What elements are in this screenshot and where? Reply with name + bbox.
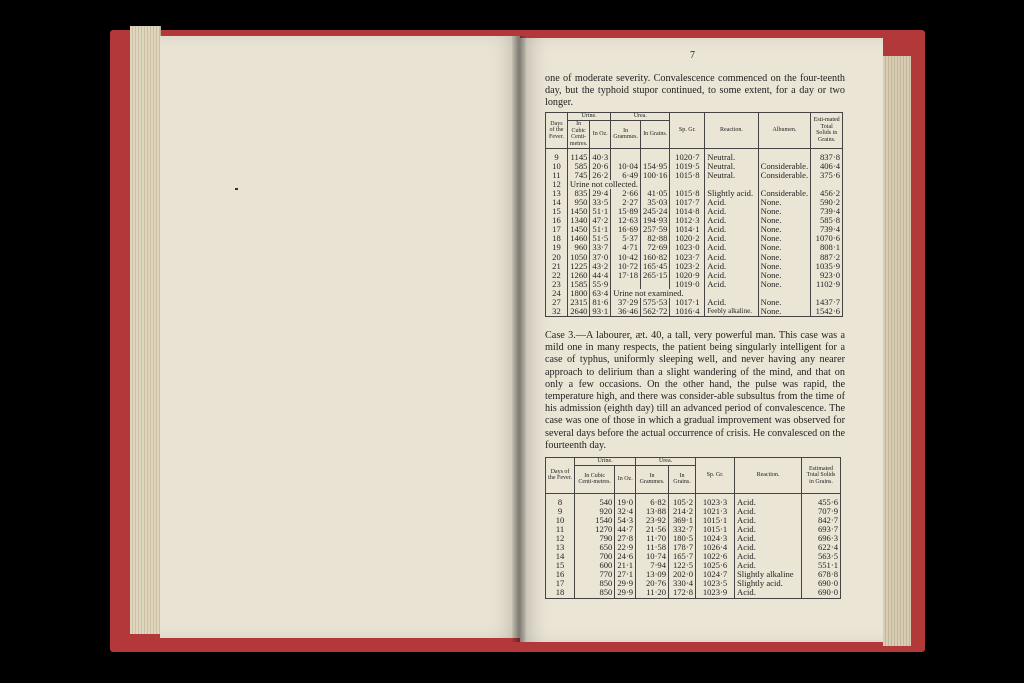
cell-spgr: 1024·7 — [696, 570, 735, 579]
cell-oz: 24·6 — [615, 552, 636, 561]
cell-day: 17 — [546, 579, 575, 588]
table-row — [546, 307, 843, 317]
cell-solids: 1437·7 — [811, 298, 843, 307]
cell-reaction: Feebly alkaline. — [705, 307, 758, 317]
cell-cc: 950 — [567, 198, 590, 207]
table-case-2-body — [546, 148, 843, 317]
cell-gr: 214·2 — [669, 507, 696, 516]
cell-oz: 26·2 — [590, 171, 611, 180]
cell-reaction: Slightly acid. — [705, 189, 758, 198]
cell-oz: 27·8 — [615, 534, 636, 543]
cell-g: 15·89 — [611, 207, 641, 216]
cell-solids: 622·4 — [802, 543, 841, 552]
cell-reaction: Acid. — [735, 561, 802, 570]
cell-reaction: Acid. — [705, 207, 758, 216]
cell-cc: 540 — [575, 493, 615, 507]
table-row — [546, 148, 843, 162]
cell-spgr: 1023·5 — [696, 579, 735, 588]
cell-spgr: 1019·0 — [670, 280, 705, 289]
cell-solids: 456·2 — [811, 189, 843, 198]
th-urea-gr: In Grains. — [641, 120, 670, 148]
table-row — [546, 543, 841, 552]
cell-note: Urine not examined. — [611, 289, 705, 298]
cell-oz: 51·1 — [590, 207, 611, 216]
cell-albumen: Considerable. — [758, 171, 811, 180]
cell-day: 8 — [546, 493, 575, 507]
ink-speck — [235, 188, 238, 190]
cell-solids: 808·1 — [811, 243, 843, 252]
cell-reaction: Acid. — [735, 525, 802, 534]
th-solids: Esti-mated Total Solids in Grains. — [811, 113, 843, 149]
cell-albumen: None. — [758, 207, 811, 216]
cell-albumen: None. — [758, 307, 811, 317]
cell-spgr: 1014·1 — [670, 225, 705, 234]
cell-reaction: Acid. — [705, 298, 758, 307]
cell-oz: 20·6 — [590, 162, 611, 171]
intro-paragraph — [545, 73, 845, 110]
cell-day: 15 — [546, 561, 575, 570]
cell-oz: 22·9 — [615, 543, 636, 552]
cell-g: 4·71 — [611, 243, 641, 252]
cell-day: 14 — [546, 198, 568, 207]
cell-reaction: Acid. — [705, 243, 758, 252]
th-spgr: Sp. Gr. — [696, 458, 735, 494]
table-row — [546, 561, 841, 570]
cell-gr: 202·0 — [669, 570, 696, 579]
cell-gr: 330·4 — [669, 579, 696, 588]
cell-cc: 1145 — [567, 148, 590, 162]
cell-spgr: 1020·9 — [670, 271, 705, 280]
cell-oz: 51·5 — [590, 234, 611, 243]
cell-g: 23·92 — [636, 516, 669, 525]
cell-spgr: 1023·3 — [696, 493, 735, 507]
cell-gr: 154·95 — [641, 162, 670, 171]
cell-day: 9 — [546, 148, 568, 162]
cell-gr: 105·2 — [669, 493, 696, 507]
cell-day: 18 — [546, 588, 575, 598]
table-case-3 — [545, 457, 841, 599]
cell-reaction: Acid. — [735, 493, 802, 507]
cell-day: 24 — [546, 289, 568, 298]
cell-oz: 37·0 — [590, 253, 611, 262]
cell-solids: 551·1 — [802, 561, 841, 570]
cell-gr — [641, 148, 670, 162]
cell-solids: 1102·9 — [811, 280, 843, 289]
cell-g: 36·46 — [611, 307, 641, 317]
cell-solids: 842·7 — [802, 516, 841, 525]
cell-solids: 1070·6 — [811, 234, 843, 243]
cell-gr: 122·5 — [669, 561, 696, 570]
cell-oz: 47·2 — [590, 216, 611, 225]
cell-gr: 165·45 — [641, 262, 670, 271]
cell-spgr: 1024·3 — [696, 534, 735, 543]
cell-reaction: Neutral. — [705, 162, 758, 171]
case-3-text: Case 3.—A labourer, æt. 40, a tall, very powerful man. This case was a mild one in many respects, the patient being singularly intelligent for a case of typhus, uniformly sleeping well, and never having any nearer approach to delirium than a slight wandering of the mind, and that on only a few occasions. On the other hand, the pulse was rapid, the temperature high, and there was consider-able subsultus from the time of his admission (eighth day) till an advanced period of convalescence. The case was one of those in which a gradual improvement was observed for several days before the actual occurrence of crisis. He convalesced on the fourteenth day. — [545, 330, 845, 451]
table-case-3-body — [546, 493, 841, 598]
cell-gr: 369·1 — [669, 516, 696, 525]
cell-reaction: Slightly alkaline — [735, 570, 802, 579]
cell-albumen: None. — [758, 253, 811, 262]
cell-day: 13 — [546, 543, 575, 552]
cell-solids: 1035·9 — [811, 262, 843, 271]
cell-oz: 93·1 — [590, 307, 611, 317]
cell-spgr: 1026·4 — [696, 543, 735, 552]
cell-day: 13 — [546, 189, 568, 198]
cell-oz: 29·4 — [590, 189, 611, 198]
table-row — [546, 516, 841, 525]
cell-albumen: Considerable. — [758, 162, 811, 171]
cell-solids: 707·9 — [802, 507, 841, 516]
cell-cc: 1450 — [567, 225, 590, 234]
cell-oz: 33·7 — [590, 243, 611, 252]
blank-left-page — [160, 36, 520, 638]
cell-albumen: None. — [758, 198, 811, 207]
cell-reaction: Acid. — [705, 198, 758, 207]
cell-gr: 257·59 — [641, 225, 670, 234]
cell-gr: 562·72 — [641, 307, 670, 317]
cell-day: 16 — [546, 570, 575, 579]
cell-albumen — [758, 148, 811, 162]
cell-oz: 51·1 — [590, 225, 611, 234]
cell-oz: 29·9 — [615, 588, 636, 598]
th-urea: Urea. — [611, 113, 670, 121]
cell-cc: 1450 — [567, 207, 590, 216]
cell-gr: 245·24 — [641, 207, 670, 216]
cell-gr: 160·82 — [641, 253, 670, 262]
cell-day: 10 — [546, 516, 575, 525]
cell-cc: 770 — [575, 570, 615, 579]
cell-g: 2·27 — [611, 198, 641, 207]
cell-cc: 1050 — [567, 253, 590, 262]
cell-cc: 585 — [567, 162, 590, 171]
cell-cc: 700 — [575, 552, 615, 561]
th-urea-gr: In Grains. — [669, 465, 696, 493]
cell-cc: 1225 — [567, 262, 590, 271]
cell-solids: 696·3 — [802, 534, 841, 543]
cell-reaction: Acid. — [705, 271, 758, 280]
cell-reaction: Acid. — [735, 516, 802, 525]
cell-spgr: 1025·6 — [696, 561, 735, 570]
th-days: Days of the Fever. — [546, 458, 575, 494]
table-row — [546, 525, 841, 534]
cell-reaction: Acid. — [705, 253, 758, 262]
cell-oz: 54·3 — [615, 516, 636, 525]
cell-spgr: 1014·8 — [670, 207, 705, 216]
cell-oz: 55·9 — [590, 280, 611, 289]
cell-oz: 27·1 — [615, 570, 636, 579]
th-reaction: Reaction. — [705, 113, 758, 149]
cell-cc: 2315 — [567, 298, 590, 307]
cell-albumen: None. — [758, 262, 811, 271]
th-urine-cc: In Cubic Centi-metres. — [575, 465, 615, 493]
cell-day: 12 — [546, 534, 575, 543]
cell-solids: 1542·6 — [811, 307, 843, 317]
table-row — [546, 570, 841, 579]
page-number: 7 — [690, 50, 695, 61]
cell-solids: 693·7 — [802, 525, 841, 534]
cell-cc: 1260 — [567, 271, 590, 280]
cell-g: 10·74 — [636, 552, 669, 561]
cell-oz: 43·2 — [590, 262, 611, 271]
cell-oz: 19·0 — [615, 493, 636, 507]
cell-spgr: 1021·3 — [696, 507, 735, 516]
th-urine-oz: In Oz. — [590, 120, 611, 148]
case-3-paragraph — [545, 330, 845, 452]
cell-cc: 850 — [575, 579, 615, 588]
cell-day: 10 — [546, 162, 568, 171]
cell-albumen: None. — [758, 280, 811, 289]
cell-reaction: Acid. — [735, 588, 802, 598]
cell-g: 6·82 — [636, 493, 669, 507]
cell-cc: 1800 — [567, 289, 590, 298]
table-row — [546, 280, 843, 289]
cell-g: 5·37 — [611, 234, 641, 243]
cell-gr: 575·53 — [641, 298, 670, 307]
cell-day: 14 — [546, 552, 575, 561]
cell-spgr: 1023·7 — [670, 253, 705, 262]
cell-solids: 739·4 — [811, 207, 843, 216]
cell-spgr: 1015·1 — [696, 525, 735, 534]
cell-solids: 455·6 — [802, 493, 841, 507]
cell-spgr: 1017·7 — [670, 198, 705, 207]
cell-albumen: None. — [758, 216, 811, 225]
th-reaction: Reaction. — [735, 458, 802, 494]
cell-cc: 1540 — [575, 516, 615, 525]
cell-oz: 63·4 — [590, 289, 611, 298]
cell-g: 10·04 — [611, 162, 641, 171]
book-gutter — [512, 36, 526, 642]
cell-cc: 835 — [567, 189, 590, 198]
th-urine: Urine. — [567, 113, 610, 121]
right-page-edges — [883, 56, 911, 646]
cell-solids: 739·4 — [811, 225, 843, 234]
table-row — [546, 552, 841, 561]
cell-gr: 165·7 — [669, 552, 696, 561]
cell-day: 12 — [546, 180, 568, 189]
th-urine: Urine. — [575, 458, 636, 466]
th-urea: Urea. — [636, 458, 696, 466]
table-row — [546, 588, 841, 598]
cell-gr: 178·7 — [669, 543, 696, 552]
cell-reaction: Slightly acid. — [735, 579, 802, 588]
cell-oz: 81·6 — [590, 298, 611, 307]
cell-gr: 332·7 — [669, 525, 696, 534]
cell-cc: 790 — [575, 534, 615, 543]
cell-oz: 44·7 — [615, 525, 636, 534]
cell-cc: 600 — [575, 561, 615, 570]
cell-day: 15 — [546, 207, 568, 216]
cell-spgr: 1022·6 — [696, 552, 735, 561]
cell-g: 6·49 — [611, 171, 641, 180]
cell-reaction: Acid. — [735, 543, 802, 552]
cell-oz: 44·4 — [590, 271, 611, 280]
cell-g: 13·09 — [636, 570, 669, 579]
cell-cc: 1460 — [567, 234, 590, 243]
left-page-edges — [130, 26, 161, 634]
cell-oz: 40·3 — [590, 148, 611, 162]
cell-solids: 887·2 — [811, 253, 843, 262]
cell-spgr: 1020·7 — [670, 148, 705, 162]
cell-solids: 923·0 — [811, 271, 843, 280]
cell-oz: 21·1 — [615, 561, 636, 570]
cell-day: 32 — [546, 307, 568, 317]
th-spgr: Sp. Gr. — [670, 113, 705, 149]
cell-day: 21 — [546, 262, 568, 271]
cell-solids: 690·0 — [802, 588, 841, 598]
cell-gr: 265·15 — [641, 271, 670, 280]
cell-oz: 32·4 — [615, 507, 636, 516]
cell-cc: 745 — [567, 171, 590, 180]
cell-spgr: 1015·8 — [670, 171, 705, 180]
cell-g: 17·18 — [611, 271, 641, 280]
th-solids: Estimated Total Solids in Grains. — [802, 458, 841, 494]
cell-reaction: Neutral. — [705, 148, 758, 162]
th-urine-oz: In Oz. — [615, 465, 636, 493]
cell-g: 2·66 — [611, 189, 641, 198]
cell-cc: 850 — [575, 588, 615, 598]
cell-solids: 375·6 — [811, 171, 843, 180]
cell-reaction: Acid. — [735, 552, 802, 561]
cell-spgr: 1023·9 — [696, 588, 735, 598]
cell-g: 11·70 — [636, 534, 669, 543]
cell-g: 13·88 — [636, 507, 669, 516]
cell-day: 27 — [546, 298, 568, 307]
cell-gr: 35·03 — [641, 198, 670, 207]
cell-albumen: None. — [758, 243, 811, 252]
cell-albumen: None. — [758, 298, 811, 307]
cell-g: 16·69 — [611, 225, 641, 234]
th-urea-g: In Grammes. — [611, 120, 641, 148]
cell-day: 9 — [546, 507, 575, 516]
cell-spgr: 1023·2 — [670, 262, 705, 271]
cell-oz: 33·5 — [590, 198, 611, 207]
cell-reaction: Acid. — [705, 225, 758, 234]
cell-albumen: None. — [758, 234, 811, 243]
cell-cc: 1340 — [567, 216, 590, 225]
cell-cc: 650 — [575, 543, 615, 552]
cell-oz: 29·9 — [615, 579, 636, 588]
cell-spgr: 1019·5 — [670, 162, 705, 171]
cell-solids: 678·8 — [802, 570, 841, 579]
cell-day: 11 — [546, 525, 575, 534]
th-albumen: Albumen. — [758, 113, 811, 149]
cell-spgr: 1015·1 — [696, 516, 735, 525]
th-urea-g: In Grammes. — [636, 465, 669, 493]
intro-text: one of moderate severity. Convalescence commenced on the four-teenth day, but the typhoid stupor continued, to some extent, for a day or two longer. — [545, 73, 845, 109]
table-case-2 — [545, 112, 843, 317]
cell-solids: 406·4 — [811, 162, 843, 171]
cell-solids: 590·2 — [811, 198, 843, 207]
cell-g: 11·58 — [636, 543, 669, 552]
cell-cc: 960 — [567, 243, 590, 252]
cell-spgr: 1012·3 — [670, 216, 705, 225]
cell-day: 22 — [546, 271, 568, 280]
cell-note: Urine not collected. — [567, 180, 640, 189]
cell-day: 19 — [546, 243, 568, 252]
cell-g: 12·63 — [611, 216, 641, 225]
cell-gr: 82·88 — [641, 234, 670, 243]
cell-gr: 194·93 — [641, 216, 670, 225]
cell-gr: 72·69 — [641, 243, 670, 252]
table-row — [546, 534, 841, 543]
cell-albumen: None. — [758, 271, 811, 280]
cell-albumen: None. — [758, 225, 811, 234]
cell-cc: 1585 — [567, 280, 590, 289]
cell-gr: 180·5 — [669, 534, 696, 543]
cell-day: 18 — [546, 234, 568, 243]
cell-spgr: 1020·2 — [670, 234, 705, 243]
cell-g: 10·42 — [611, 253, 641, 262]
cell-solids: 837·8 — [811, 148, 843, 162]
cell-albumen: Considerable. — [758, 189, 811, 198]
cell-cc: 1270 — [575, 525, 615, 534]
table-row — [546, 507, 841, 516]
cell-g: 11·20 — [636, 588, 669, 598]
cell-spgr: 1023·0 — [670, 243, 705, 252]
cell-g: 21·56 — [636, 525, 669, 534]
cell-gr: 100·16 — [641, 171, 670, 180]
th-days: Days of the Fever. — [546, 113, 568, 149]
cell-g: 10·72 — [611, 262, 641, 271]
cell-spgr: 1017·1 — [670, 298, 705, 307]
cell-reaction: Acid. — [735, 507, 802, 516]
cell-g: 20·76 — [636, 579, 669, 588]
table-row — [546, 493, 841, 507]
cell-reaction: Acid. — [705, 234, 758, 243]
cell-reaction: Acid. — [705, 216, 758, 225]
cell-reaction: Acid. — [735, 534, 802, 543]
cell-gr: 172·8 — [669, 588, 696, 598]
cell-spgr: 1016·4 — [670, 307, 705, 317]
cell-solids: 585·8 — [811, 216, 843, 225]
cell-cc: 920 — [575, 507, 615, 516]
cell-reaction: Acid. — [705, 262, 758, 271]
cell-reaction: Neutral. — [705, 171, 758, 180]
cell-g: 37·29 — [611, 298, 641, 307]
cell-day: 16 — [546, 216, 568, 225]
cell-solids: 690·0 — [802, 579, 841, 588]
cell-gr: 41·05 — [641, 189, 670, 198]
cell-day: 20 — [546, 253, 568, 262]
cell-day: 17 — [546, 225, 568, 234]
cell-day: 23 — [546, 280, 568, 289]
cell-g — [611, 148, 641, 162]
table-row — [546, 579, 841, 588]
cell-reaction: Acid. — [705, 280, 758, 289]
cell-spgr: 1015·8 — [670, 189, 705, 198]
cell-cc: 2640 — [567, 307, 590, 317]
cell-g: 7·94 — [636, 561, 669, 570]
cell-day: 11 — [546, 171, 568, 180]
cell-solids: 563·5 — [802, 552, 841, 561]
th-urine-cc: In Cubic Centi-metres. — [567, 120, 590, 148]
